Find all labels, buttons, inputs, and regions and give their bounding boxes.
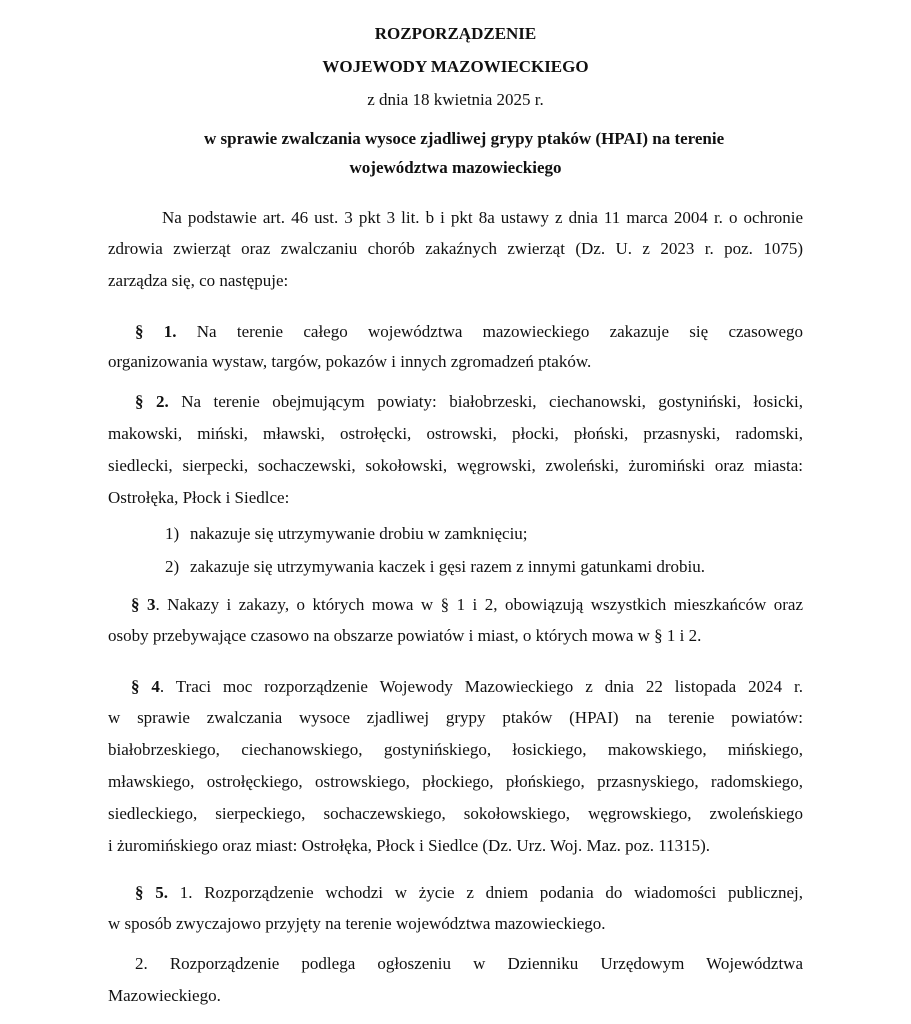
document-subject-line-1: w sprawie zwalczania wysoce zjadliwej grypy ptaków (HPAI) na terenie (204, 129, 725, 148)
section-4-line-3: białobrzeskiego, ciechanowskiego, gostynińskiego, łosickiego, makowskiego, mińskiego, (108, 740, 803, 759)
section-4-line-2: w sprawie zwalczania wysoce zjadliwej grypy ptaków (HPAI) na terenie powiatów: (108, 708, 803, 727)
document-issuer: WOJEWODY MAZOWIECKIEGO (322, 57, 589, 76)
section-3-mark: § 3 (131, 595, 156, 614)
section-3-line-2: osoby przebywające czasowo na obszarze powiatów i miast, o których mowa w § 1 i 2. (108, 626, 702, 645)
preamble-line-3: zarządza się, co następuje: (108, 271, 289, 290)
section-2-mark: § 2. (135, 392, 169, 411)
list-item-number: 2) (165, 557, 180, 576)
section-2-line-4: Ostrołęka, Płock i Siedlce: (108, 488, 290, 507)
section-5-mark: § 5. (135, 883, 168, 902)
section-4-text: . Traci moc rozporządzenie Wojewody Mazowieckiego z dnia 22 listopada 2024 r. (159, 677, 803, 696)
section-4-line-4: mławskiego, ostrołęckiego, ostrowskiego, płockiego, płońskiego, przasnyskiego, radomskiego, (108, 772, 803, 791)
preamble-line-1: Na podstawie art. 46 ust. 3 pkt 3 lit. b i pkt 8a ustawy z dnia 11 marca 2004 r. o ochronie (162, 208, 803, 227)
section-2-line-2: makowski, miński, mławski, ostrołęcki, ostrowski, płocki, płoński, przasnyski, radomski, (108, 424, 803, 443)
section-2-line-1 (135, 391, 803, 413)
document-title: ROZPORZĄDZENIE (374, 24, 537, 43)
section-5-line-2: w sposób zwyczajowo przyjęty na terenie województwa mazowieckiego. (108, 914, 606, 933)
section-1-line-1 (135, 321, 803, 343)
section-2-text: Na terenie obejmującym powiaty: białobrzeski, ciechanowski, gostyniński, łosicki, (181, 392, 804, 411)
section-4-mark: § 4 (131, 677, 160, 696)
section-4-line-1 (131, 676, 803, 698)
section-3-text: . Nakazy i zakazy, o których mowa w § 1 i 2, obowiązują wszystkich mieszkańców oraz (155, 595, 803, 614)
section-1-text: Na terenie całego województwa mazowieckiego zakazuje się czasowego (196, 322, 804, 341)
list-item-text: zakazuje się utrzymywania kaczek i gęsi razem z innymi gatunkami drobiu. (190, 557, 705, 576)
section-5-text: 1. Rozporządzenie wchodzi w życie z dniem podania do wiadomości publicznej, (179, 883, 804, 902)
section-5-paragraph-2-line-2: Mazowieckiego. (108, 986, 221, 1005)
document-subject-line-2: województwa mazowieckiego (349, 158, 562, 177)
list-item-number: 1) (165, 524, 180, 543)
section-1-line-2: organizowania wystaw, targów, pokazów i innych zgromadzeń ptaków. (108, 352, 592, 371)
section-5-line-1 (135, 882, 803, 904)
section-4-line-5: siedleckiego, sierpeckiego, sochaczewskiego, sokołowskiego, węgrowskiego, zwoleńskiego (108, 804, 803, 823)
section-5-paragraph-2-line-1: 2. Rozporządzenie podlega ogłoszeniu w Dzienniku Urzędowym Województwa (135, 954, 803, 973)
section-2-line-3: siedlecki, sierpecki, sochaczewski, sokołowski, węgrowski, zwoleński, żuromiński oraz miasta: (108, 456, 803, 475)
preamble-line-2: zdrowia zwierząt oraz zwalczaniu chorób zakaźnych zwierząt (Dz. U. z 2023 r. poz. 1075) (108, 239, 803, 258)
section-3-line-1 (131, 594, 803, 616)
section-1-mark: § 1. (135, 322, 177, 341)
document-date: z dnia 18 kwietnia 2025 r. (367, 90, 544, 109)
list-item-text: nakazuje się utrzymywanie drobiu w zamknięciu; (190, 524, 528, 543)
section-4-line-6: i żuromińskiego oraz miast: Ostrołęka, Płock i Siedlce (Dz. Urz. Woj. Maz. poz. 11315). (108, 836, 710, 855)
